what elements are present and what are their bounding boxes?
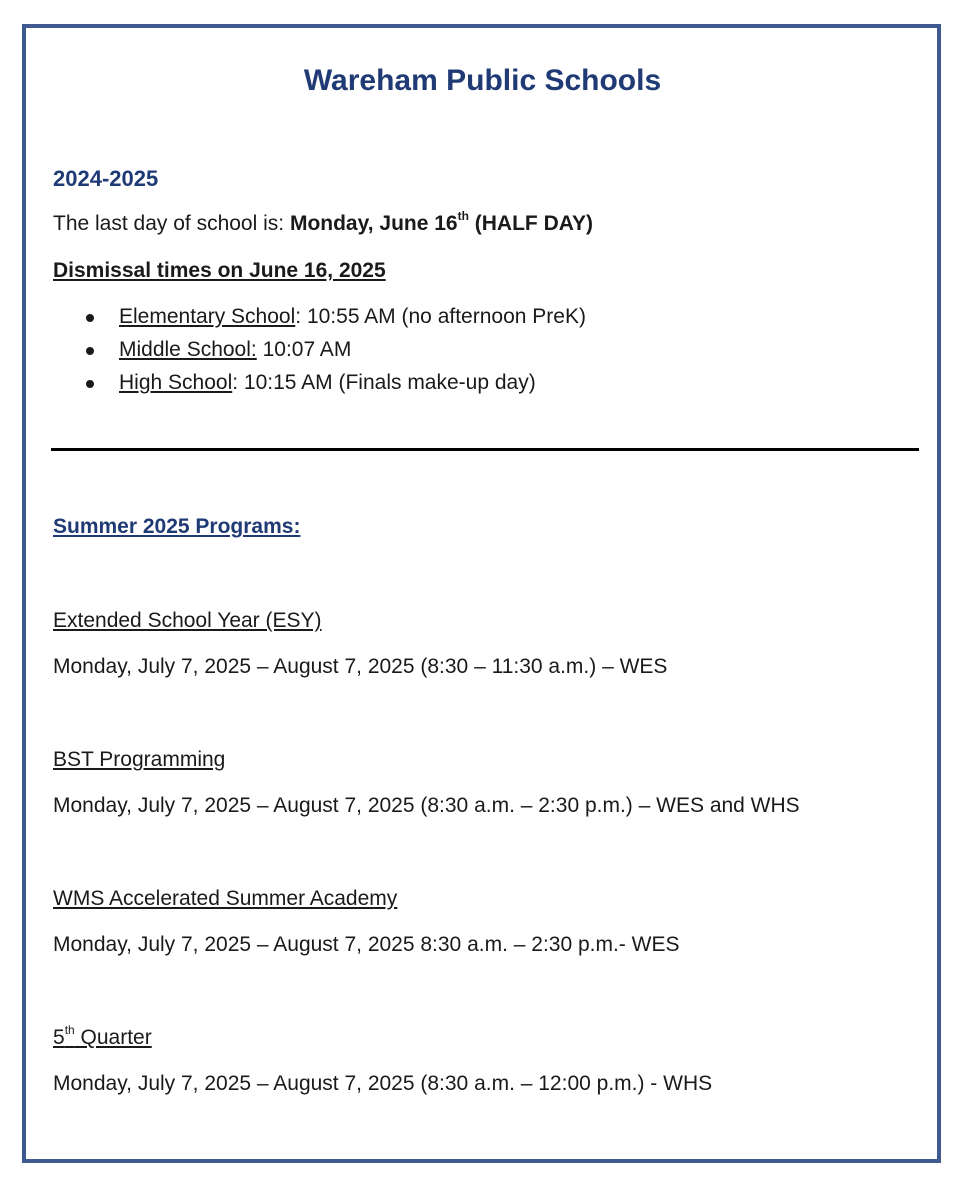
- dismissal-school-name: High School: [119, 371, 233, 394]
- page-title: Wareham Public Schools: [303, 64, 662, 97]
- dismissal-list: [86, 305, 586, 404]
- program-dates: Monday, July 7, 2025 – August 7, 2025 (8:30 a.m. – 2:30 p.m.) – WES and WHS: [53, 794, 800, 817]
- dismissal-time: 10:15 AM (Finals make-up day): [238, 371, 536, 394]
- last-day-date-text: Monday, June 16: [289, 212, 458, 235]
- program-dates: Monday, July 7, 2025 – August 7, 2025 (8:30 a.m. – 12:00 p.m.) - WHS: [53, 1072, 713, 1095]
- dismissal-school-name: Middle School:: [119, 338, 257, 361]
- program-dates: Monday, July 7, 2025 – August 7, 2025 8:30 a.m. – 2:30 p.m.- WES: [53, 933, 680, 956]
- list-item: [86, 371, 586, 404]
- program-dates: Monday, July 7, 2025 – August 7, 2025 (8:30 – 11:30 a.m.) – WES: [53, 655, 668, 678]
- dismissal-separator: :: [232, 371, 239, 394]
- program-name-suffix: th: [64, 1023, 75, 1037]
- last-day-prefix: The last day of school is:: [53, 212, 290, 235]
- summer-programs-heading: Summer 2025 Programs:: [53, 515, 301, 538]
- program-name: BST Programming: [53, 748, 226, 771]
- last-day-date-suffix: th: [457, 209, 469, 223]
- section-divider: [51, 448, 919, 451]
- program-name: WMS Accelerated Summer Academy: [53, 887, 398, 910]
- school-year-heading: 2024-2025: [53, 166, 159, 191]
- program-name-text: Quarter: [74, 1026, 152, 1049]
- last-day-date: [289, 209, 593, 235]
- program-name: Extended School Year (ESY): [53, 609, 322, 632]
- program-name: [53, 1023, 152, 1050]
- dismissal-time: 10:55 AM (no afternoon PreK): [301, 305, 586, 328]
- dismissal-school-name: Elementary School: [119, 305, 296, 328]
- bullet-icon: [86, 347, 94, 355]
- bullet-icon: [86, 380, 94, 388]
- page-border: [22, 24, 941, 1163]
- list-item: [86, 338, 586, 371]
- program-name-number: 5: [53, 1026, 65, 1049]
- bullet-icon: [86, 314, 94, 322]
- dismissal-heading: Dismissal times on June 16, 2025: [53, 259, 386, 282]
- dismissal-time: 10:07 AM: [256, 338, 352, 361]
- last-day-line: [53, 209, 593, 236]
- dismissal-separator: :: [295, 305, 302, 328]
- list-item: [86, 305, 586, 338]
- last-day-note: (HALF DAY): [468, 212, 593, 235]
